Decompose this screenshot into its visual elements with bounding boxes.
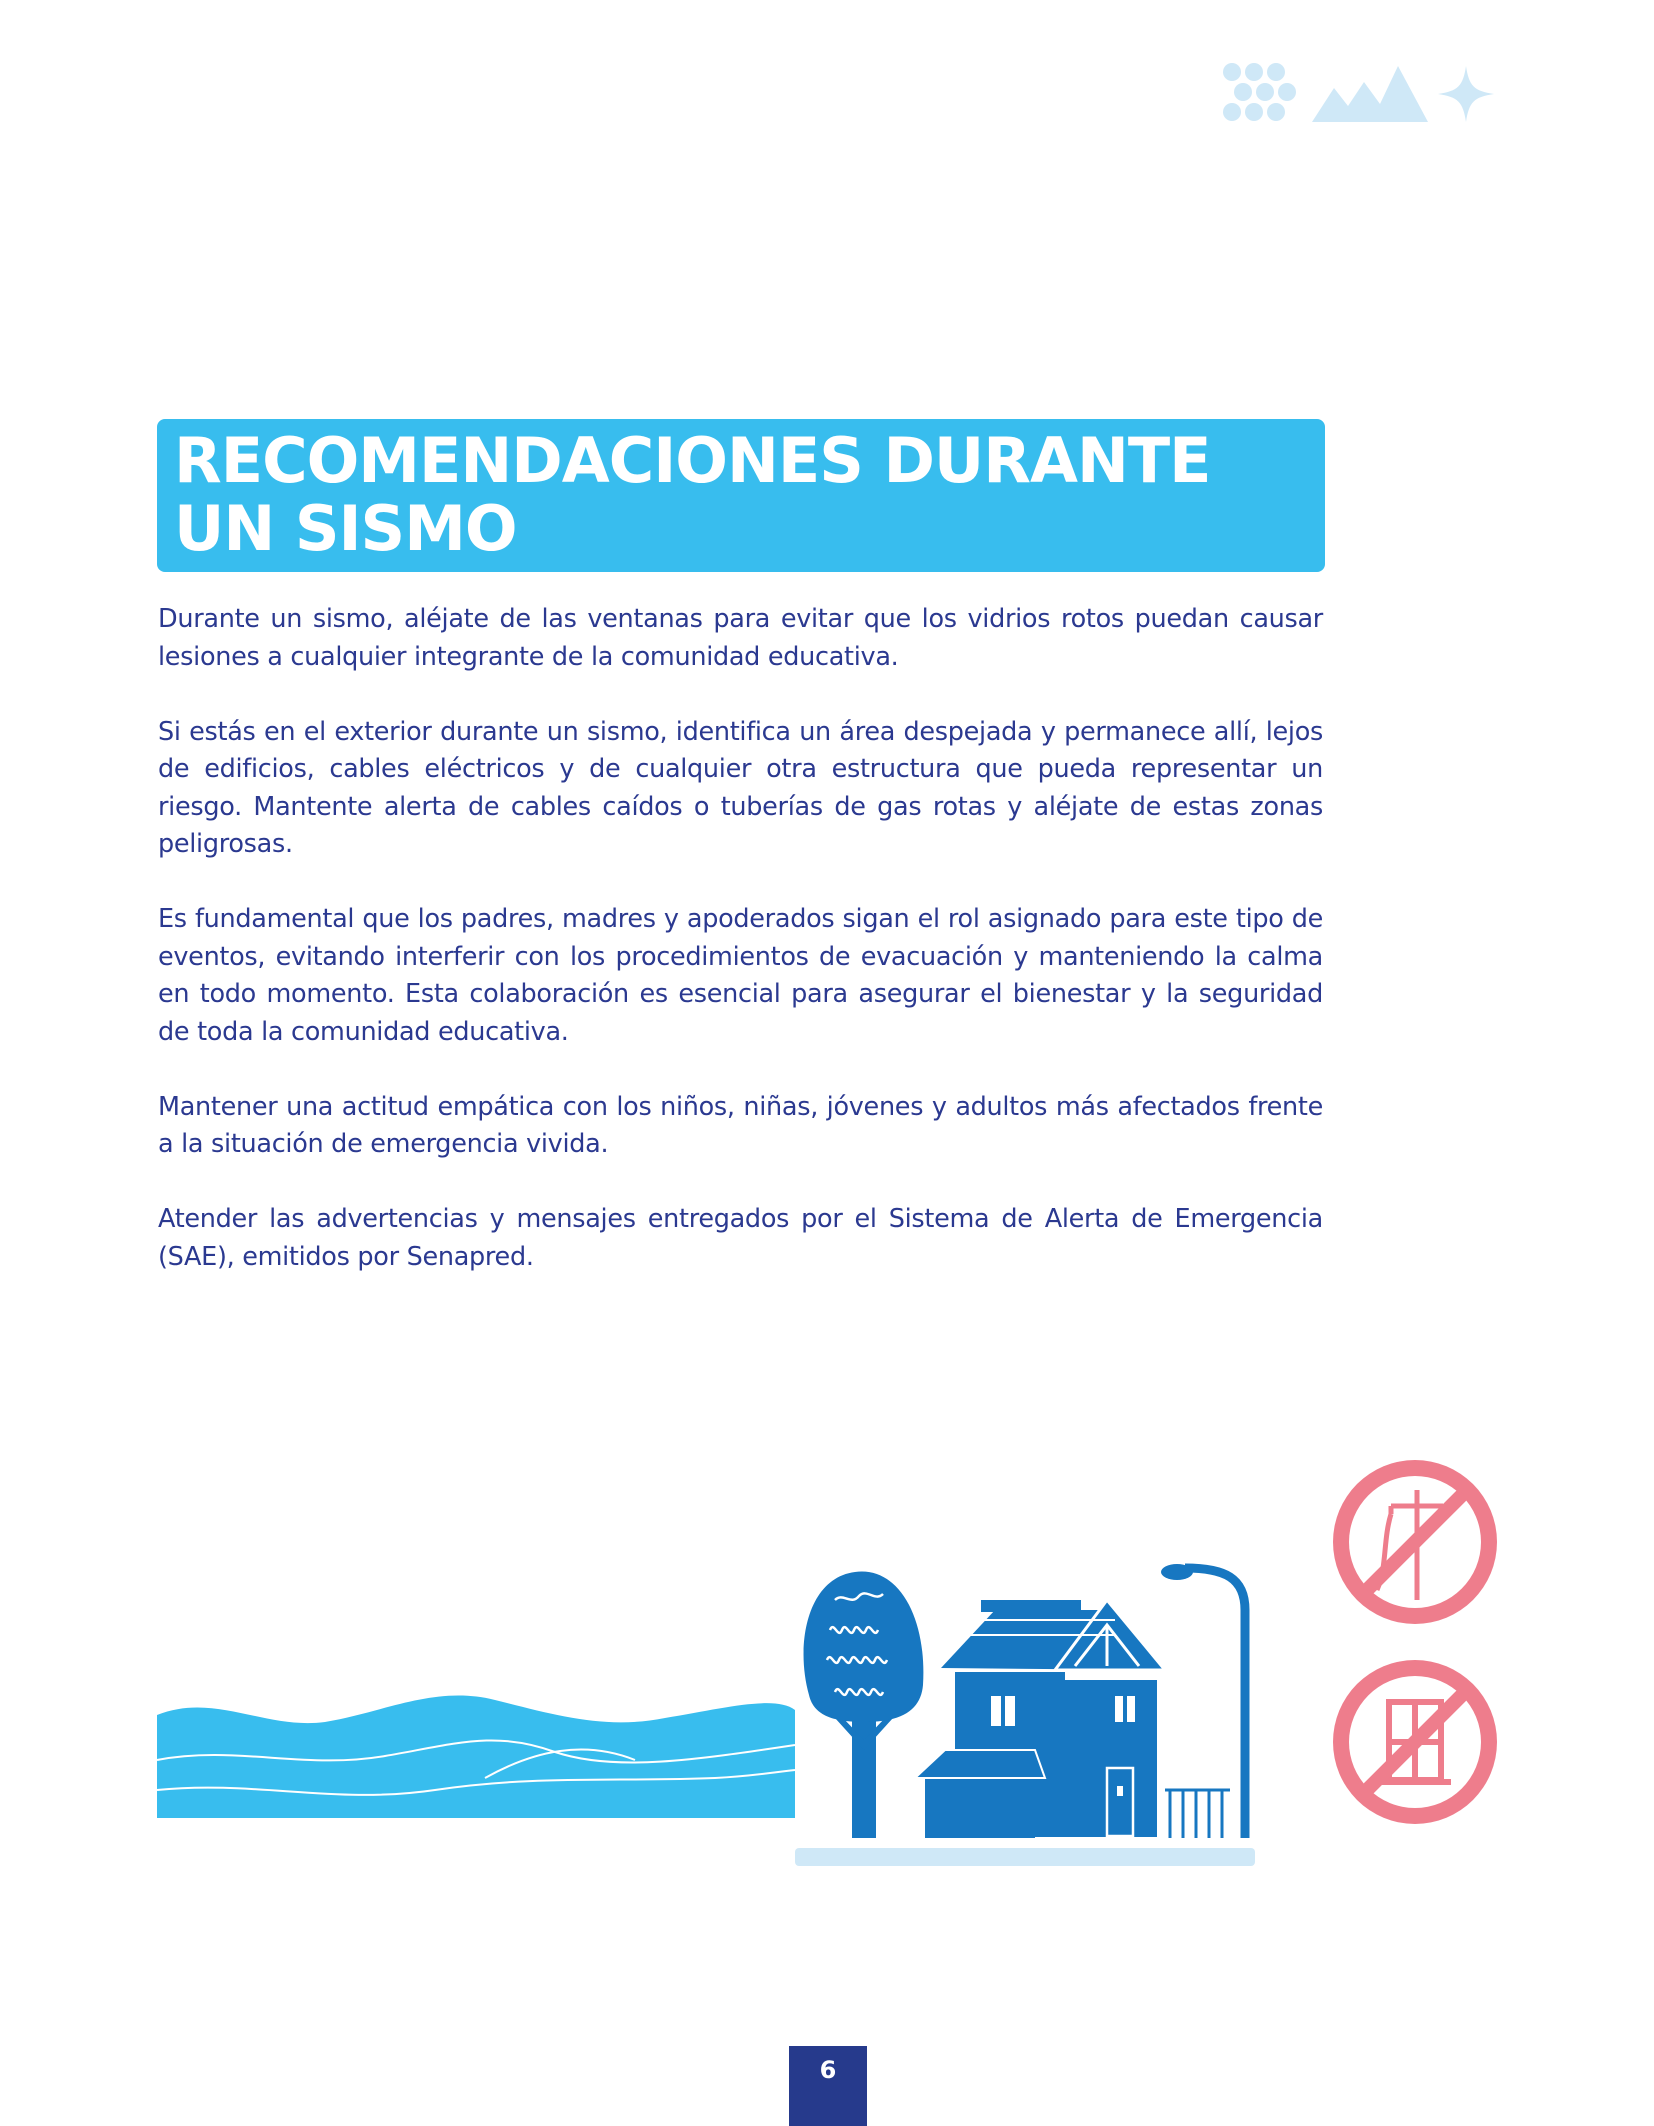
paragraph-1: Durante un sismo, aléjate de las ventanas para evitar que los vidrios rotos puedan causar lesiones a cualquier integrante de la comunidad educativa. [158,604,1323,672]
page-number: 6 [789,2046,867,2126]
paragraph-5: Atender las advertencias y mensajes entregados por el Sistema de Alerta de Emergencia (SAE), emitidos por Senapred. [158,1204,1323,1272]
waves-illustration [157,1696,795,1818]
page-title-line-1: RECOMENDACIONES DURANTE [174,424,1211,497]
paragraph-3: Es fundamental que los padres, madres y apoderados sigan el rol asignado para este tipo de eventos, evitando interferir con los procedimientos de evacuación y manteniendo la calma en todo momento. Esta colaboración es esencial para asegurar el bienestar y la seguridad de toda la comunidad educativa. [158,904,1323,1047]
corner-decoration-icon [1222,58,1502,128]
paragraph-4: Mantener una actitud empática con los niños, niñas, jóvenes y adultos más afectados frente a la situación de emergencia vivida. [158,1091,1323,1159]
no-power-lines-icon [1333,1460,1497,1624]
body-text [158,601,1323,1314]
paragraph-2: Si estás en el exterior durante un sismo, identifica un área despejada y permanece allí, lejos de edificios, cables eléctricos y de cualquier otra estructura que pueda representar un riesgo. Mantente alerta de cables caídos o tuberías de gas rotas y aléjate de estas zonas peligrosas. [158,716,1323,859]
scene-illustration [155,1460,1515,1880]
no-windows-icon [1333,1660,1497,1824]
title-banner [157,419,1325,572]
house-illustration [915,1600,1230,1838]
ground-line [795,1848,1255,1866]
tree-illustration [804,1572,924,1838]
page-title-line-2: UN SISMO [174,492,517,565]
street-lamp-illustration [1161,1564,1245,1838]
